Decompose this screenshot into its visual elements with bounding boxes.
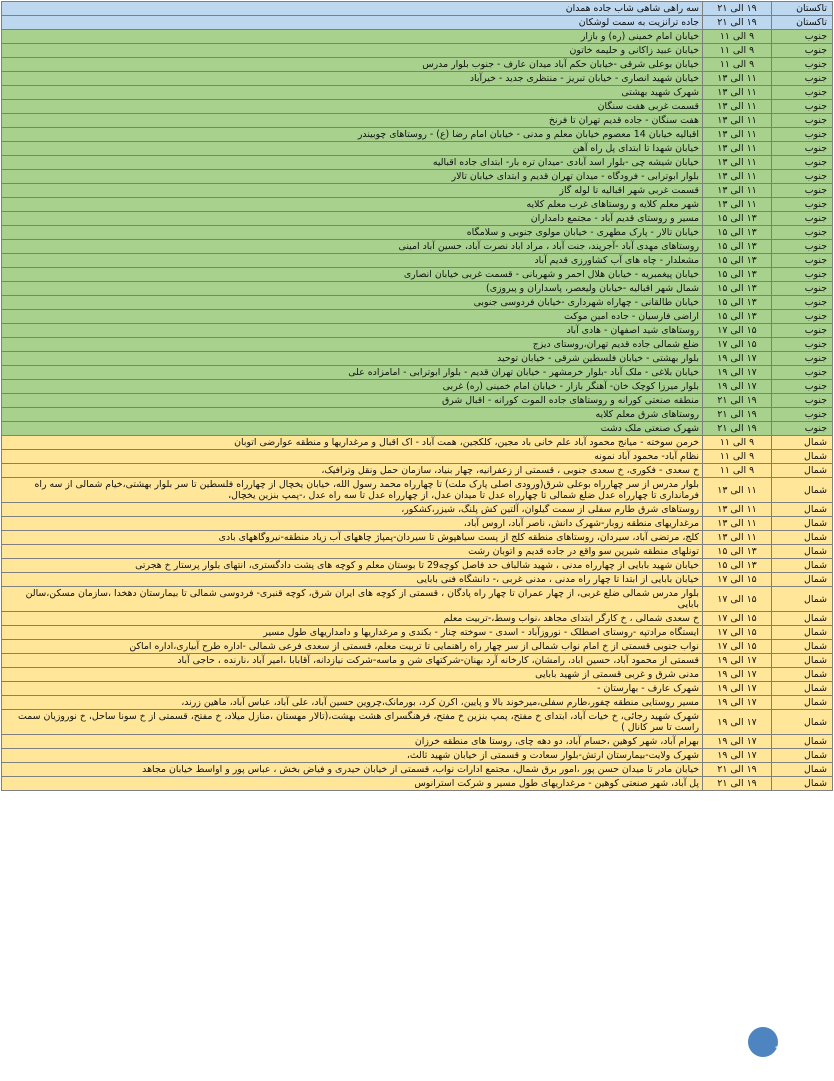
table-row (2, 464, 833, 478)
area-cell: جنوب (772, 394, 833, 408)
location-cell: خرمن سوخته - میانج محمود آباد علم خانی باد مجین، کلکجین، همت آباد - اک اقبال و مرغداریها و منطقه عوارضی اتوبان (2, 436, 703, 450)
location-cell: شهرک صنعتی ملک دشت (2, 422, 703, 436)
time-cell: ۱۹ الی ۲۱ (703, 763, 772, 777)
time-cell: ۹ الی ۱۱ (703, 436, 772, 450)
area-cell: جنوب (772, 240, 833, 254)
time-cell: ۱۷ الی ۱۹ (703, 380, 772, 394)
location-cell: نواب جنوبی قسمتی از خ امام نواب شمالی از سر چهار راه راهنمایی تا تربیت معلم، قسمتی از سعدی فرعی شمالی -اداره طرح آبیاری،اداره اماکن (2, 640, 703, 654)
location-cell: پل آباد، شهر صنعتی کوهین - مرغداریهای طول مسیر و شرکت استرانوس (2, 777, 703, 791)
table-row (2, 296, 833, 310)
table-row (2, 612, 833, 626)
time-cell: ۱۱ الی ۱۳ (703, 170, 772, 184)
table-row (2, 654, 833, 668)
area-cell: شمال (772, 531, 833, 545)
area-cell: شمال (772, 710, 833, 735)
time-cell: ۱۱ الی ۱۳ (703, 128, 772, 142)
time-cell: ۱۳ الی ۱۵ (703, 559, 772, 573)
table-row (2, 156, 833, 170)
area-cell: جنوب (772, 408, 833, 422)
table-row (2, 16, 833, 30)
location-cell: خیابان مادر تا میدان حسن پور ،امور برق شمال، مجتمع ادارات نواب، قسمتی از خیابان حیدری و فیاض بخش ، عباس پور و اواسط خیابان مجاهد (2, 763, 703, 777)
location-cell: شهرک عارف - بهارستان - (2, 682, 703, 696)
area-cell: جنوب (772, 184, 833, 198)
table-row (2, 640, 833, 654)
area-cell: جنوب (772, 44, 833, 58)
area-cell: جنوب (772, 366, 833, 380)
table-row (2, 226, 833, 240)
location-cell: بلوار مدرس از سر چهارراه بوعلی شرق(ورودی اصلی پارک ملت) تا چهارراه محمد رسول الله، خیابان یخچال از چهارراه فلسطین تا سر بلوار بهشتی،خیام شمالی از سه راه فرمانداری تا چهارراه عدل ضلع شمالی تا چهارراه عدل تا میدان عدل، از چهارراه عدل تا سه راه عدل ،-پمپ بنزین یخچال، (2, 478, 703, 503)
time-cell: ۱۵ الی ۱۷ (703, 573, 772, 587)
location-cell: شمال شهر اقبالیه -خیابان ولیعصر، پاسداران و پیروزی) (2, 282, 703, 296)
time-cell: ۱۵ الی ۱۷ (703, 612, 772, 626)
area-cell: جنوب (772, 100, 833, 114)
table-row (2, 142, 833, 156)
outage-schedule-table (1, 1, 833, 791)
time-cell: ۱۳ الی ۱۵ (703, 212, 772, 226)
table-row (2, 100, 833, 114)
table-row (2, 436, 833, 450)
area-cell: شمال (772, 626, 833, 640)
table-row (2, 380, 833, 394)
time-cell: ۱۷ الی ۱۹ (703, 352, 772, 366)
area-cell: شمال (772, 696, 833, 710)
table-row (2, 503, 833, 517)
table-row (2, 517, 833, 531)
time-cell: ۱۱ الی ۱۳ (703, 517, 772, 531)
location-cell: قسمتی از محمود آباد، حسین اباد، رامشان، کارخانه آرد بهنان-شرکتهای شن و ماسه-شرکت نیازدانه، آقابابا ،امیر آباد ،نارنده ، حاجی آباد (2, 654, 703, 668)
location-cell: خیابان تالار - پارک مطهری - خیابان مولوی جنوبی و سلامگاه (2, 226, 703, 240)
area-cell: شمال (772, 777, 833, 791)
location-cell: خیابان بلاغی - ملک آباد -بلوار خرمشهر - خیابان تهران قدیم - بلوار ابوترابی - امامزاده علی (2, 366, 703, 380)
table-row (2, 478, 833, 503)
time-cell: ۱۱ الی ۱۳ (703, 184, 772, 198)
table-row (2, 212, 833, 226)
time-cell: ۱۳ الی ۱۵ (703, 296, 772, 310)
table-row (2, 30, 833, 44)
table-row (2, 282, 833, 296)
table-row (2, 58, 833, 72)
table-row (2, 422, 833, 436)
area-cell: شمال (772, 517, 833, 531)
location-cell: بلوار ابوترابی - فرودگاه - میدان تهران قدیم و ابتدای خیابان تالار (2, 170, 703, 184)
area-cell: جنوب (772, 422, 833, 436)
area-cell: جنوب (772, 380, 833, 394)
location-cell: خیابان بابایی از ابتدا تا چهار راه مدنی ، مدنی غربی ،- دانشگاه فنی بابایی (2, 573, 703, 587)
location-cell: خ سعدی شمالی ، خ کارگر ابتدای مجاهد ،نواب وسط،-تربیت معلم (2, 612, 703, 626)
location-cell: شهرک شهید رجائی، خ خیات آباد، ابتدای خ مفتح، پمپ بنزین خ مفتح، فرهنگسرای هشت بهشت،(تالار مهستان ،منازل میلاد، خ مفتح، قسمتی از خ سونا ساحل، خ نوروزیان سمت راست تا سر کانال ) (2, 710, 703, 735)
area-cell: جنوب (772, 324, 833, 338)
location-cell: اراضی فارسیان - جاده امین موکت (2, 310, 703, 324)
table-row (2, 44, 833, 58)
area-cell: جنوب (772, 198, 833, 212)
time-cell: ۹ الی ۱۱ (703, 44, 772, 58)
time-cell: ۱۵ الی ۱۷ (703, 587, 772, 612)
location-cell: نظام آباد- محمود آباد نمونه (2, 450, 703, 464)
area-cell: جنوب (772, 30, 833, 44)
area-cell: جنوب (772, 156, 833, 170)
time-cell: ۱۹ الی ۲۱ (703, 16, 772, 30)
time-cell: ۱۹ الی ۲۱ (703, 422, 772, 436)
time-cell: ۱۹ الی ۲۱ (703, 2, 772, 16)
area-cell: شمال (772, 559, 833, 573)
time-cell: ۱۳ الی ۱۵ (703, 268, 772, 282)
table-row (2, 198, 833, 212)
time-cell: ۱۱ الی ۱۳ (703, 142, 772, 156)
area-cell: شمال (772, 682, 833, 696)
area-cell: تاکستان (772, 2, 833, 16)
location-cell: خ سعدی - فکوری، خ سعدی جنوبی ، قسمتی از زعفرانیه، چهار بنیاد، سازمان حمل ونقل وترافیک، (2, 464, 703, 478)
table-row (2, 394, 833, 408)
time-cell: ۱۱ الی ۱۳ (703, 531, 772, 545)
location-cell: قسمت غربی هفت سنگان (2, 100, 703, 114)
area-cell: شمال (772, 749, 833, 763)
time-cell: ۱۱ الی ۱۳ (703, 100, 772, 114)
area-cell: جنوب (772, 72, 833, 86)
table-row (2, 763, 833, 777)
location-cell: بلوار بهشتی - خیابان فلسطین شرقی - خیابان توحید (2, 352, 703, 366)
time-cell: ۱۷ الی ۱۹ (703, 749, 772, 763)
location-cell: بلوار مدرس شمالی ضلع غربی، از چهار عمران تا چهار راه پادگان ، قسمتی از کوچه های ایران شرق، کوچه قنبری- فردوسی شمالی تا بیمارستان دهخدا ،سازمان مسکن،سالن بابایی (2, 587, 703, 612)
area-cell: تاکستان (772, 16, 833, 30)
table-row (2, 587, 833, 612)
time-cell: ۱۱ الی ۱۳ (703, 114, 772, 128)
time-cell: ۱۱ الی ۱۳ (703, 86, 772, 100)
area-cell: شمال (772, 640, 833, 654)
location-cell: بهرام آباد، شهر کوهین ،حسام آباد، دو دهه چای، روستا های منطقه خرزان (2, 735, 703, 749)
table-row (2, 531, 833, 545)
location-cell: خیابان شهید بابایی از چهارراه مدنی ، شهید شالباف حد فاصل کوچه29 تا بوستان معلم و کوچه های پشت دادگستری، انتهای بلوار پرستار خ هجرتی (2, 559, 703, 573)
location-cell: شهرک شهید بهشتی (2, 86, 703, 100)
location-cell: روستاهای شرق معلم کلایه (2, 408, 703, 422)
area-cell: جنوب (772, 142, 833, 156)
time-cell: ۱۵ الی ۱۷ (703, 640, 772, 654)
table-row (2, 114, 833, 128)
location-cell: اقبالیه خیابان 14 معصوم خیابان معلم و مدنی - خیابان امام رضا (ع) - روستاهای چوبیندر (2, 128, 703, 142)
area-cell: شمال (772, 735, 833, 749)
location-cell: سه راهی شاهی شاب جاده همدان (2, 2, 703, 16)
location-cell: خیابان طالقانی - چهاراه شهرداری -خیابان فردوسی جنوبی (2, 296, 703, 310)
location-cell: خیابان شیشه چی -بلوار اسد آبادی -میدان تره بار- ابتدای جاده اقبالیه (2, 156, 703, 170)
area-cell: شمال (772, 587, 833, 612)
table-row (2, 696, 833, 710)
area-cell: شمال (772, 545, 833, 559)
table-row (2, 310, 833, 324)
time-cell: ۱۱ الی ۱۳ (703, 478, 772, 503)
table-row (2, 682, 833, 696)
watermark-text: مرکز خبر (776, 1035, 826, 1048)
table-row (2, 170, 833, 184)
location-cell: خیابان شهید انصاری - خیابان تبریز - منتظری جدید - خیرآباد (2, 72, 703, 86)
time-cell: ۱۱ الی ۱۳ (703, 72, 772, 86)
area-cell: جنوب (772, 352, 833, 366)
time-cell: ۹ الی ۱۱ (703, 30, 772, 44)
table-row (2, 2, 833, 16)
area-cell: جنوب (772, 114, 833, 128)
area-cell: جنوب (772, 58, 833, 72)
table-row (2, 128, 833, 142)
area-cell: شمال (772, 450, 833, 464)
table-row (2, 366, 833, 380)
location-cell: خیابان امام خمینی (ره) و بازار (2, 30, 703, 44)
area-cell: شمال (772, 573, 833, 587)
area-cell: جنوب (772, 128, 833, 142)
time-cell: ۱۳ الی ۱۵ (703, 310, 772, 324)
table-row (2, 573, 833, 587)
watermark-logo (748, 1023, 830, 1067)
location-cell: تونلهای منطقه شیرین سو واقع در جاده قدیم و اتوبان رشت (2, 545, 703, 559)
time-cell: ۱۱ الی ۱۳ (703, 156, 772, 170)
area-cell: شمال (772, 763, 833, 777)
location-cell: قسمت غربی شهر اقبالیه تا لوله گاز (2, 184, 703, 198)
location-cell: ضلع شمالی جاده قدیم تهران،روستای دیزج (2, 338, 703, 352)
location-cell: مدنی شرق و غربی قسمتی از شهید بابایی (2, 668, 703, 682)
time-cell: ۹ الی ۱۱ (703, 450, 772, 464)
time-cell: ۹ الی ۱۱ (703, 58, 772, 72)
watermark-circle-icon (748, 1027, 778, 1057)
location-cell: خیابان شهدا تا ابتدای پل راه آهن (2, 142, 703, 156)
time-cell: ۱۹ الی ۲۱ (703, 394, 772, 408)
area-cell: جنوب (772, 296, 833, 310)
table-row (2, 710, 833, 735)
time-cell: ۱۳ الی ۱۵ (703, 240, 772, 254)
location-cell: روستاهای شید اصفهان - هادی آباد (2, 324, 703, 338)
time-cell: ۱۱ الی ۱۳ (703, 198, 772, 212)
outage-schedule-sheet (0, 1, 834, 1081)
time-cell: ۱۷ الی ۱۹ (703, 710, 772, 735)
table-row (2, 86, 833, 100)
location-cell: کلج، مرتضی آباد، سیردان، روستاهای منطقه کلج از پست سیاهپوش تا سیردان-پمپاژ چاههای آب زیاد منطقه-نیروگاههای بادی (2, 531, 703, 545)
area-cell: شمال (772, 503, 833, 517)
location-cell: خیابان بوعلی شرقی -خیابان حکم آباد میدان عارف - جنوب بلوار مدرس (2, 58, 703, 72)
table-row (2, 254, 833, 268)
area-cell: جنوب (772, 170, 833, 184)
table-row (2, 184, 833, 198)
time-cell: ۱۷ الی ۱۹ (703, 696, 772, 710)
location-cell: ایستگاه مرادتپه -روستای اصطلک - نوروزآباد - اسدی - سوخته چنار - بکندی و مرغداریها و دامداریهای طول مسیر (2, 626, 703, 640)
area-cell: جنوب (772, 268, 833, 282)
table-row (2, 338, 833, 352)
table-row (2, 735, 833, 749)
area-cell: جنوب (772, 254, 833, 268)
time-cell: ۱۷ الی ۱۹ (703, 366, 772, 380)
time-cell: ۱۳ الی ۱۵ (703, 545, 772, 559)
time-cell: ۹ الی ۱۱ (703, 464, 772, 478)
time-cell: ۱۷ الی ۱۹ (703, 735, 772, 749)
location-cell: مرغداریهای منطقه زوبار-شهرک دانش، ناصر آباد، اروس آباد، (2, 517, 703, 531)
table-row (2, 352, 833, 366)
table-row (2, 268, 833, 282)
schedule-table-body (2, 2, 833, 791)
area-cell: شمال (772, 478, 833, 503)
location-cell: منطقه صنعتی کورانه و روستاهای جاده الموت کورانه - اقبال شرق (2, 394, 703, 408)
area-cell: شمال (772, 436, 833, 450)
table-row (2, 545, 833, 559)
time-cell: ۱۵ الی ۱۷ (703, 338, 772, 352)
area-cell: جنوب (772, 226, 833, 240)
time-cell: ۱۹ الی ۲۱ (703, 777, 772, 791)
table-row (2, 668, 833, 682)
time-cell: ۱۱ الی ۱۳ (703, 503, 772, 517)
area-cell: شمال (772, 612, 833, 626)
location-cell: بلوار میرزا کوچک خان- آهنگر بازار - خیابان امام خمینی (ره) غربی (2, 380, 703, 394)
location-cell: مشعلدار - چاه های آب کشاورزی قدیم آباد (2, 254, 703, 268)
time-cell: ۱۳ الی ۱۵ (703, 254, 772, 268)
table-row (2, 324, 833, 338)
location-cell: جاده ترانزیت به سمت لوشکان (2, 16, 703, 30)
area-cell: شمال (772, 654, 833, 668)
area-cell: جنوب (772, 310, 833, 324)
location-cell: هفت سنگان - جاده قدیم تهران تا فرنخ (2, 114, 703, 128)
table-row (2, 777, 833, 791)
table-row (2, 72, 833, 86)
area-cell: شمال (772, 668, 833, 682)
location-cell: روستاهای مهدی آباد -آجرپند، جنت آباد ، مراد اباد نصرت آباد، حسین آباد امینی (2, 240, 703, 254)
location-cell: شهر معلم کلایه و روستاهای غرب معلم کلایه (2, 198, 703, 212)
time-cell: ۱۳ الی ۱۵ (703, 282, 772, 296)
location-cell: مسیر روستایی منطقه چفور،طارم سفلی،میرخوند بالا و پایین، اکرن کرد، بورمانک،چروین حسین آباد، علی آباد، عباس آباد، ماهین زرند، (2, 696, 703, 710)
area-cell: شمال (772, 464, 833, 478)
location-cell: روستاهای شرق طارم سفلی از سمت گیلوان، آلتین کش پلنگ، شیزر،کشکور، (2, 503, 703, 517)
table-row (2, 559, 833, 573)
table-row (2, 450, 833, 464)
location-cell: شهرک ولایت-بیمارستان ارتش-بلوار سعادت و قسمتی از خیابان شهید ثالث، (2, 749, 703, 763)
time-cell: ۱۵ الی ۱۷ (703, 324, 772, 338)
location-cell: خیابان پیغمبریه - خیابان هلال احمر و شهربانی - قسمت غربی خیابان انصاری (2, 268, 703, 282)
table-row (2, 408, 833, 422)
table-row (2, 749, 833, 763)
time-cell: ۱۹ الی ۲۱ (703, 408, 772, 422)
table-row (2, 626, 833, 640)
time-cell: ۱۳ الی ۱۵ (703, 226, 772, 240)
area-cell: جنوب (772, 86, 833, 100)
table-row (2, 240, 833, 254)
time-cell: ۱۷ الی ۱۹ (703, 654, 772, 668)
area-cell: جنوب (772, 338, 833, 352)
area-cell: جنوب (772, 282, 833, 296)
time-cell: ۱۷ الی ۱۹ (703, 682, 772, 696)
location-cell: مسیر و روستای قدیم آباد - مجتمع دامداران (2, 212, 703, 226)
area-cell: جنوب (772, 212, 833, 226)
location-cell: خیابان عبید زاکانی و حلیمه خاتون (2, 44, 703, 58)
time-cell: ۱۷ الی ۱۹ (703, 668, 772, 682)
time-cell: ۱۵ الی ۱۷ (703, 626, 772, 640)
